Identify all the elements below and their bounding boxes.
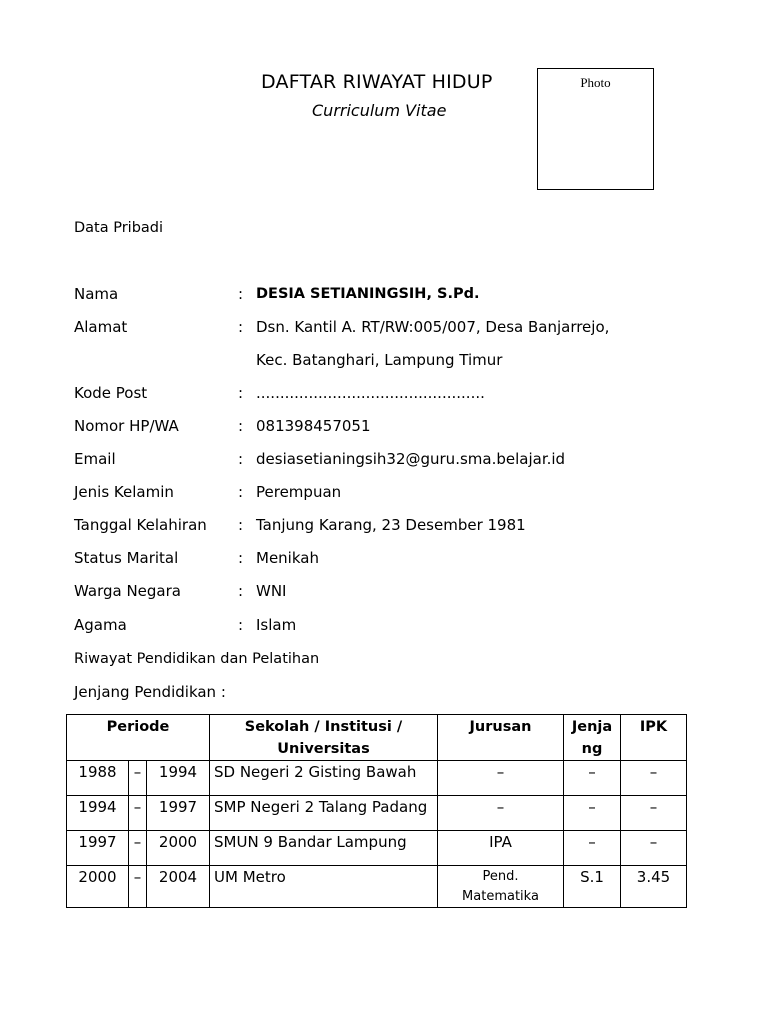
header-sekolah (210, 715, 438, 761)
cell-end-year: 1994 (147, 761, 210, 796)
cell-start-year: 1994 (67, 796, 129, 831)
cell-end-year: 2004 (147, 866, 210, 908)
table-row (67, 796, 687, 831)
label-nama: Nama (74, 285, 119, 303)
cell-end-year: 2000 (147, 831, 210, 866)
colon: : (238, 318, 244, 336)
label-alamat: Alamat (74, 318, 128, 336)
value-tanggal-kelahiran: Tanjung Karang, 23 Desember 1981 (256, 516, 526, 534)
colon: : (238, 384, 244, 402)
cell-school: SD Negeri 2 Gisting Bawah (210, 761, 438, 796)
cell-school: SMP Negeri 2 Talang Padang (210, 796, 438, 831)
cell-major-line2: Matematika (462, 889, 539, 904)
cell-dash: – (129, 761, 147, 796)
cell-start-year: 1997 (67, 831, 129, 866)
label-jenis-kelamin: Jenis Kelamin (74, 483, 174, 501)
cell-gpa: – (621, 831, 687, 866)
cell-start-year: 2000 (67, 866, 129, 908)
cell-major: – (438, 761, 564, 796)
colon: : (238, 417, 244, 435)
colon: : (238, 285, 244, 303)
cell-major (438, 866, 564, 908)
colon: : (238, 616, 244, 634)
label-tanggal-kelahiran: Tanggal Kelahiran (74, 516, 207, 534)
value-agama: Islam (256, 616, 297, 634)
document-subtitle: Curriculum Vitae (312, 101, 447, 120)
table-row (67, 866, 687, 908)
label-agama: Agama (74, 616, 127, 634)
section-title-education: Riwayat Pendidikan dan Pelatihan (74, 651, 320, 667)
label-kode-post: Kode Post (74, 384, 148, 402)
header-sekolah-line2: Universitas (277, 741, 370, 757)
value-nomor-hp: 081398457051 (256, 417, 371, 435)
cell-gpa: – (621, 796, 687, 831)
cell-major-line1: Pend. (482, 869, 519, 884)
value-jenis-kelamin: Perempuan (256, 483, 342, 501)
header-periode: Periode (67, 715, 210, 761)
cell-dash: – (129, 831, 147, 866)
cell-school: SMUN 9 Bandar Lampung (210, 831, 438, 866)
value-warga-negara: WNI (256, 582, 287, 600)
value-kode-post: ................................................ (256, 384, 485, 402)
table-row (67, 831, 687, 866)
value-alamat-line2: Kec. Batanghari, Lampung Timur (256, 351, 503, 369)
table-header-row (67, 715, 687, 761)
header-sekolah-line1: Sekolah / Institusi / (244, 719, 403, 735)
header-jenjang (564, 715, 621, 761)
label-nomor-hp: Nomor HP/WA (74, 417, 179, 435)
cell-level: S.1 (564, 866, 621, 908)
education-table (66, 714, 687, 908)
label-status-marital: Status Marital (74, 549, 179, 567)
cell-level: – (564, 796, 621, 831)
cell-level: – (564, 831, 621, 866)
section-title-personal: Data Pribadi (74, 220, 164, 236)
colon: : (238, 450, 244, 468)
cell-dash: – (129, 796, 147, 831)
cell-gpa: 3.45 (621, 866, 687, 908)
value-alamat: Dsn. Kantil A. RT/RW:005/007, Desa Banjarrejo, (256, 318, 610, 336)
photo-placeholder (537, 68, 654, 190)
cell-start-year: 1988 (67, 761, 129, 796)
header-jenjang-line2: ng (581, 741, 603, 757)
cell-major: IPA (438, 831, 564, 866)
colon: : (238, 516, 244, 534)
colon: : (238, 549, 244, 567)
education-subheading: Jenjang Pendidikan : (74, 683, 226, 701)
table-row (67, 761, 687, 796)
colon: : (238, 582, 244, 600)
value-nama: DESIA SETIANINGSIH, S.Pd. (256, 286, 480, 302)
header-jenjang-line1: Jenja (571, 719, 613, 735)
cell-end-year: 1997 (147, 796, 210, 831)
label-warga-negara: Warga Negara (74, 582, 181, 600)
cell-school: UM Metro (210, 866, 438, 908)
value-status-marital: Menikah (256, 549, 319, 567)
cell-gpa: – (621, 761, 687, 796)
cell-dash: – (129, 866, 147, 908)
document-title: DAFTAR RIWAYAT HIDUP (261, 71, 493, 93)
cell-major: – (438, 796, 564, 831)
value-email: desiasetianingsih32@guru.sma.belajar.id (256, 450, 566, 468)
cell-level: – (564, 761, 621, 796)
header-ipk: IPK (621, 715, 687, 761)
label-email: Email (74, 450, 116, 468)
header-jurusan: Jurusan (438, 715, 564, 761)
colon: : (238, 483, 244, 501)
photo-label: Photo (580, 75, 611, 90)
